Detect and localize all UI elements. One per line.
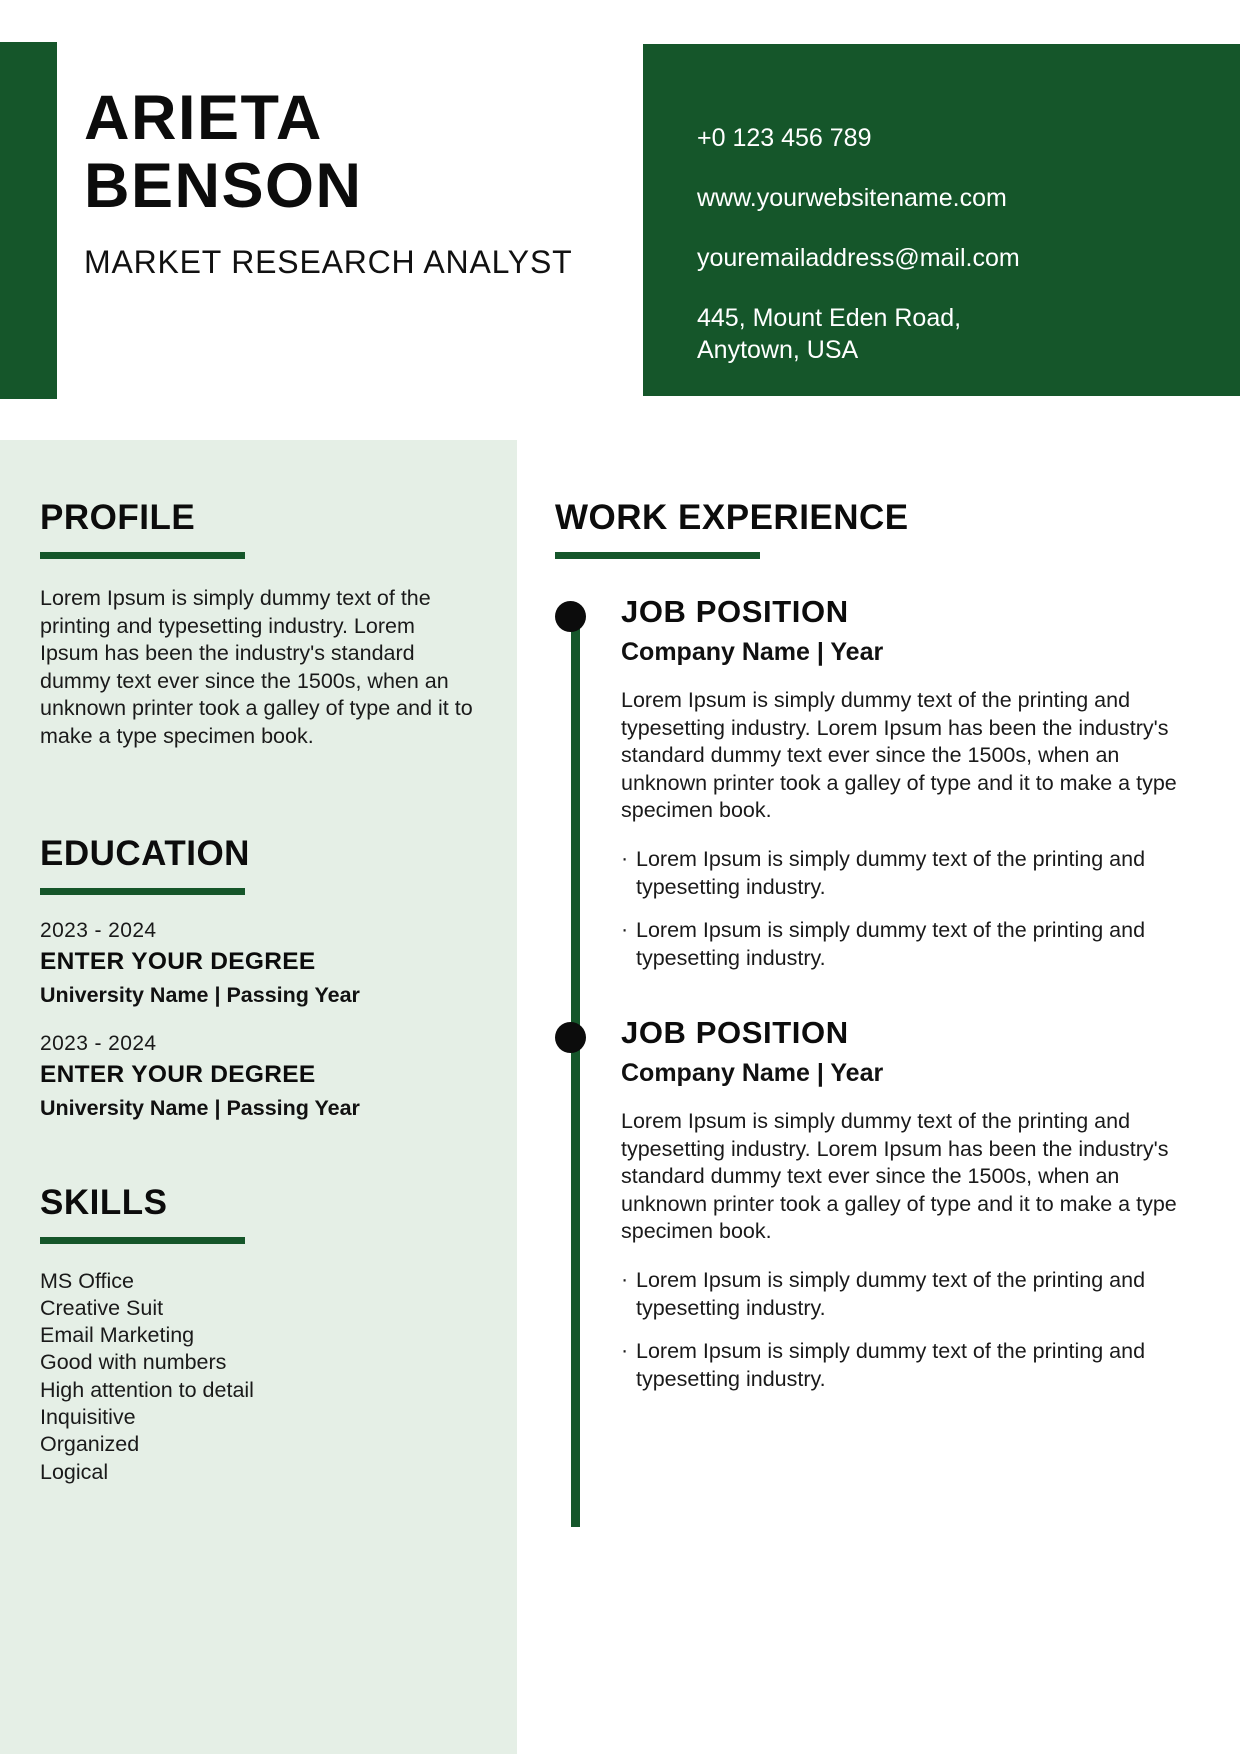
job-position: JOB POSITION [621,1015,849,1051]
education-underline [40,888,245,895]
skill-item: Good with numbers [40,1350,227,1375]
profile-heading: PROFILE [40,498,196,537]
contact-phone: +0 123 456 789 [697,124,872,152]
job-description: Lorem Ipsum is simply dummy text of the printing and typesetting industry. Lorem Ipsum has been the industry's standard dummy text ever since the 1500s, when an unknown printer took a galley of type and it to make a type specimen book. [621,688,1177,823]
skill-item: Organized [40,1432,140,1457]
name-block [84,84,624,281]
job-company: Company Name | Year [621,1059,884,1088]
timeline-dot-icon [555,1022,586,1053]
education-years: 2023 - 2024 [40,918,157,942]
job-bullet-list [621,846,1190,972]
education-university: University Name | Passing Year [40,982,360,1007]
profile-underline [40,552,245,559]
skill-item: Inquisitive [40,1405,136,1430]
job-company: Company Name | Year [621,638,884,667]
education-entry [40,1032,477,1121]
work-experience-section [517,440,1240,1754]
skill-item: Creative Suit [40,1295,164,1320]
contact-card [643,44,1240,396]
education-heading: EDUCATION [40,833,250,873]
timeline-line [571,617,580,1527]
header-accent-bar [0,42,57,399]
education-years: 2023 - 2024 [40,1031,157,1055]
education-entry [40,919,477,1008]
job-bullet: · Lorem Ipsum is simply dummy text of the printing and typesetting industry. [621,846,1190,901]
skill-item: Email Marketing [40,1323,195,1348]
job-title: MARKET RESEARCH ANALYST [84,244,573,281]
job-bullet: · Lorem Ipsum is simply dummy text of the printing and typesetting industry. [621,1267,1190,1322]
skill-item: MS Office [40,1268,134,1293]
contact-address [697,302,1208,366]
skills-heading: SKILLS [40,1182,168,1222]
work-experience-heading: WORK EXPERIENCE [555,498,909,537]
contact-website[interactable]: www.yourwebsitename.com [697,184,1007,212]
spacer-education-skills [40,1121,477,1183]
first-name: ARIETA [84,83,323,153]
job-position: JOB POSITION [621,594,849,629]
contact-address-line2: Anytown, USA [697,336,859,364]
timeline-dot-icon [555,601,586,632]
job-entry [621,595,1190,972]
skill-item: High attention to detail [40,1377,254,1402]
spacer-profile-education [40,772,477,834]
job-entry [621,1016,1190,1393]
education-degree: ENTER YOUR DEGREE [40,1060,316,1088]
sidebar [0,440,517,1754]
profile-section [40,498,477,750]
skills-list [40,1268,477,1486]
experience-timeline [555,595,1190,1393]
skill-item: Logical [40,1459,109,1484]
profile-text: Lorem Ipsum is simply dummy text of the printing and typesetting industry. Lorem Ipsum has been the industry's standard dummy text ever since the 1500s, when an unknown printer took a galley of type and it to make a type specimen book. [40,586,473,748]
work-experience-underline [555,552,760,559]
job-bullet: · Lorem Ipsum is simply dummy text of the printing and typesetting industry. [621,917,1190,972]
job-bullet-list [621,1267,1190,1393]
education-university: University Name | Passing Year [40,1095,360,1120]
job-description: Lorem Ipsum is simply dummy text of the printing and typesetting industry. Lorem Ipsum has been the industry's standard dummy text ever since the 1500s, when an unknown printer took a galley of type and it to make a type specimen book. [621,1109,1177,1244]
skills-underline [40,1237,245,1244]
contact-address-line1: 445, Mount Eden Road, [697,304,962,332]
contact-email[interactable]: youremailaddress@mail.com [697,244,1020,272]
resume-header [0,0,1240,440]
skills-section [40,1183,477,1486]
job-bullet: · Lorem Ipsum is simply dummy text of the printing and typesetting industry. [621,1338,1190,1393]
education-section [40,834,477,1121]
education-degree: ENTER YOUR DEGREE [40,947,316,975]
last-name: BENSON [84,151,363,222]
